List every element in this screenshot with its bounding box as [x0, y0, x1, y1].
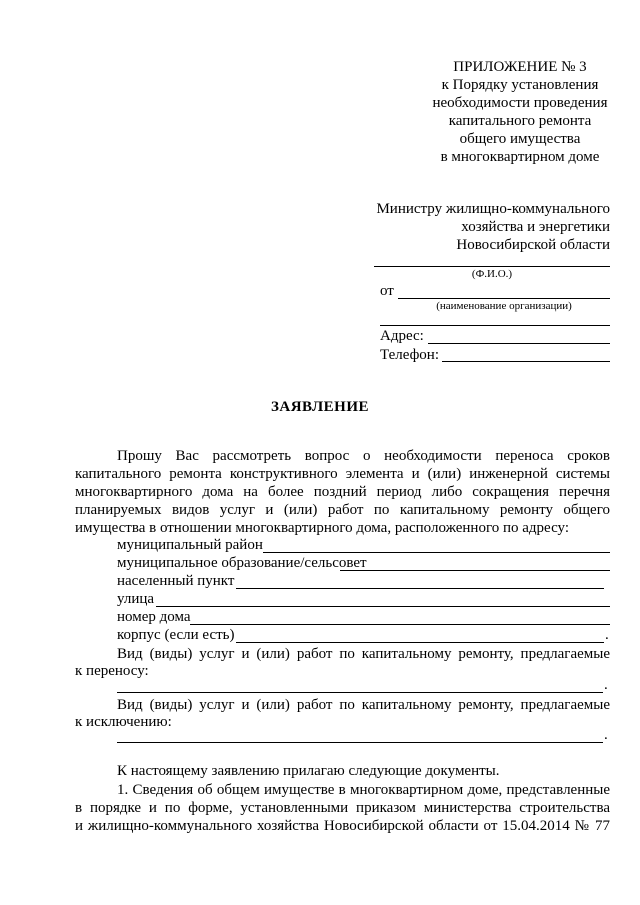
transfer-period: . — [604, 677, 608, 693]
page-title: ЗАЯВЛЕНИЕ — [270, 399, 370, 415]
street-line[interactable] — [156, 606, 610, 607]
item1-line-2: в порядке и по форме, установленными приказом министерства строительства — [75, 800, 610, 816]
phone-line[interactable] — [442, 361, 610, 362]
intro-line: многоквартирного дома на более поздний период либо сокращения перечня — [75, 484, 610, 500]
addressee-line: Министру жилищно-коммунального — [376, 201, 610, 217]
phone-label: Телефон: — [380, 347, 439, 363]
addressee-line: Новосибирской области — [456, 237, 610, 253]
appendix-line: к Порядку установления — [441, 77, 599, 93]
transfer-line-2: к переносу: — [75, 663, 149, 679]
appendix-line: необходимости проведения — [432, 95, 608, 111]
district-label: муниципальный район — [117, 537, 263, 553]
address-label: Адрес: — [380, 328, 424, 344]
intro-line: капитального ремонта конструктивного элемента и (или) инженерной системы — [75, 466, 610, 482]
intro-line: планируемых видов услуг и (или) работ по капитальному ремонту общего — [75, 502, 610, 518]
house-label: номер дома — [117, 609, 191, 625]
appendix-line: общего имущества — [459, 131, 581, 147]
from-label: от — [380, 283, 394, 299]
address-line[interactable] — [428, 343, 610, 344]
item1-line-1: 1. Сведения об общем имуществе в многоквартирном доме, представленные — [117, 782, 610, 798]
fio-line[interactable] — [374, 266, 610, 267]
addressee-block — [360, 200, 610, 254]
from-line[interactable] — [398, 298, 610, 299]
municipality-line[interactable] — [340, 570, 610, 571]
transfer-line-1: Вид (виды) услуг и (или) работ по капитальному ремонту, предлагаемые — [117, 646, 610, 662]
exclude-period: . — [604, 727, 608, 743]
building-line[interactable] — [236, 642, 604, 643]
appendix-line: в многоквартирном доме — [440, 149, 600, 165]
extra-line[interactable] — [380, 325, 610, 326]
building-period: . — [605, 627, 609, 643]
building-label: корпус (если есть) — [117, 627, 235, 643]
appendix-block — [400, 58, 640, 166]
appendix-title: ПРИЛОЖЕНИЕ № 3 — [453, 59, 587, 75]
org-hint: (наименование организации) — [436, 300, 572, 312]
intro-line: имущества в отношении многоквартирного дома, расположенного по адресу: — [75, 520, 570, 536]
locality-line[interactable] — [236, 588, 604, 589]
exclude-input-line[interactable] — [117, 742, 603, 743]
transfer-input-line[interactable] — [117, 692, 603, 693]
attach-intro: К настоящему заявлению прилагаю следующие документы. — [117, 763, 500, 779]
addressee-line: хозяйства и энергетики — [461, 219, 610, 235]
intro-paragraph — [75, 447, 610, 537]
exclude-line-2: к исключению: — [75, 714, 172, 730]
fio-hint: (Ф.И.О.) — [471, 268, 513, 280]
intro-line: Прошу Вас рассмотреть вопрос о необходимости переноса сроков — [117, 448, 610, 464]
municipality-label: муниципальное образование/сельсовет — [117, 555, 367, 571]
locality-label: населенный пункт — [117, 573, 235, 589]
exclude-line-1: Вид (виды) услуг и (или) работ по капитальному ремонту, предлагаемые — [117, 697, 610, 713]
item1-line-3: и жилищно-коммунального хозяйства Новосибирской области от 15.04.2014 № 77 — [75, 818, 610, 834]
district-line[interactable] — [263, 552, 610, 553]
appendix-line: капитального ремонта — [448, 113, 592, 129]
street-label: улица — [117, 591, 155, 607]
house-line[interactable] — [190, 624, 610, 625]
